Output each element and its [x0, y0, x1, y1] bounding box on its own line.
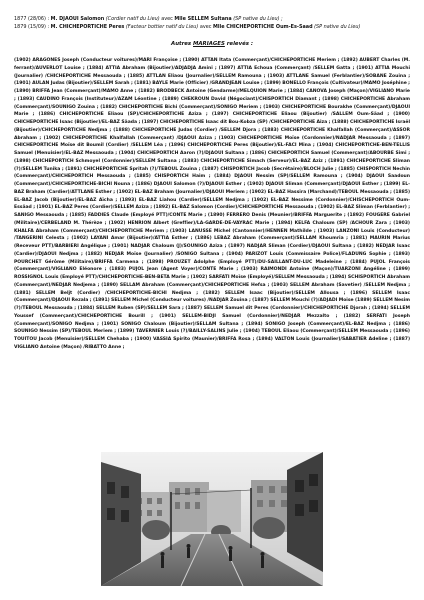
street-photo: [101, 452, 323, 586]
street-photo-icon: [101, 452, 323, 586]
section-heading-underlined: MARIAGES: [193, 41, 225, 48]
header-1879-bride-note: (SP native du Lieu): [312, 23, 361, 30]
header-1877-groom-note: (Cordier natif du Lieu): [104, 16, 160, 22]
header-1877-groom: M. DJAOUI Salomon: [50, 16, 105, 22]
header-1879-groom-note: (Facteur bottier natif du Lieu): [124, 23, 199, 30]
header-1877-bride-note: (SP native du Lieu) ;: [231, 16, 283, 22]
document-content: [14, 16, 410, 352]
header-1879-bride: Mlle CHICHEPORTICHE Oum-Es-Saad: [212, 23, 313, 30]
header-marriage-1879: [14, 24, 410, 32]
section-heading-prefix: Autres: [171, 41, 194, 48]
header-1877-joiner: avec: [159, 16, 175, 22]
header-marriage-1877: [14, 16, 410, 24]
header-1879-groom: M. CHICHEPORTICHE Peres: [50, 23, 125, 30]
section-heading: [14, 41, 410, 47]
header-1879-joiner: avec: [198, 23, 213, 30]
marriage-list-paragraph: (1902) ARAGONES Joseph (Conducteur voitures)/MARI Françoise ; (1890) ATTAN Itata (Commerçant)/CHICHEPORTICHE Meriem ; (1892) AUBERT Charles (M. ferrant)/AUVERLOT Louise ; (1884) ATTIA Abraham (Bijoutier)/ADJADJA Amini ; (1897) ATTIA Echoua (Commerçant) /SELLEM Gatta ; (1901) ATTIA Mouchi (Journalier) /CHICHEPORTICHE Messaouda ; (1885) ATTLAN Eliaou (Journalier)/SELLEM Ramouna ; (1903) ATTLANE Samuel (Ferblantier)/SOBANE Zouina ; (1901) AULAN Judas (Bijoutier)/SELLEM Sarah ; (1881) BAYLE Marie (Officier) /GRANDJEAN Louise ; (1899) BONELLO François (Cultivateur)/MAMO Joséphine ; (1890) BRIFFA Jean (Commerçant)/MAMO Anne ; (1882) BRODBECK Antoine (Gendarme)/MELQUION Marie ; (1884) CANOVA Joseph (Maçon)/VIGLIANO Marie ; (1893) CAUDINO François (Instituteur)/AZAM Léontine ; (1889) CHEKROUN David (Négociant)/CHISPORTICH Diamant ; (1898) CHICHEPORTICHE Abraham (Commerçant)/SOUNIGO Zouina ; (1882) CHICHEPORTICHE Bichi (Commerçant)/SONIGO Meriem ; (1903) CHICHEPORTICHE Bourakhe (Commerçant)/DJAOUI Marie ; (1886) CHICHEPORTICHE Eliaou (SP)/CHICHEPORTICHE Aziza ; (1897) CHICHEPORTICHE Eliaou (Bijoutier) /SALLEM Oum-Säad ; (1900) CHICHEPORTICHE Isaac (Bijoutier)/EL-BAZ Säada ; (1897) CHICHEPORTICHE Isaac dit Bou-Kobza (SP) /CHICHEPORTICHE Aiza ; (1888) CHICHEPORTICHE Israël (Bijoutier)/CHICHEPORTICHE Nedjma ; (1888) CHICHEPORTICHE Judas (Cordier) /SELLEM Djora ; (1883) CHICHEPORTICHE Khalfallah (Commerçant)/ASSOR Abraham ; (1902) CHICHEPORTICHE Khalfallah (Commerçant) /DJAOUI Aziza ; (1903) CHICHEPORTICHE Moïse (Cordonnier)/NADJAR Messaouda ; (1897) CHICHEPORTICHE Moïse dit Boumil (Cordier) /SELLEM Léa ; (1896) CHICHEPORTICHE Peres (Bijoutier)/EL-FACI Mina ; (1904) CHICHEPORTICHE-BEN-TELLIS Samuel (Menuisier)/EL-BAZ Messaouda ; (1904) CHICHEPORTICH Aaron (?)/DJAOUI Sultana ; (1886) CHICHEPORTICH Samuel (Commerçant)/ABOURBE Simi ; (1898) CHICHEPORTICH Schmoyel (Cordonnier)/SELLEM Sultana ; (1883) CHICHEPORTICHE Simach (Serveur)/EL-BAZ Aziz ; (1891) CHICHEPORTICHE Sliman (?)/SELLEM Tunika ; (1891) CHICHEPORTICHE Spritah (?)/TEBOUL Zouina ; (1887) CHISPORTICH Jacob (Secrétaire)/BLOCH Julie ; (1885) CHISPORTICH Nechin (Commerçant)/CHICHEPORTICH Messaouda ; (1885) CHISPORTICH Haim ; (1884) DJAOUI Nessim (SP)/SELLEM Ramouna ; (1904) DJAOUI Saadoun (Commerçant)/CHICHEPORTICHE-BICHI Nouna ; (1886) DJAOUI Salomon (?)/DJAOUI Esther ; (1902) DJAOUI Sliman (Commerçant)/DJAOUI Esther ; (1899) EL-BAZ Braham (Cardier)/ATTLANE Esther ; (1902) EL-BAZ Braham (Journalier)/DJAOUI Meriem ; (1902) EL-BAZ Hassira (Marchand)/TEBOUL Messaouda ; (1885) EL-BAZ Jacob (Bijoutier)/EL-BAZ Aïcha ; (1893) EL-BAZ Liahou (Cardier)/SELLEM Nedjma ; (1902) EL-BAZ Nessime (Cordonnier)/CHISCHEPORTICH Oum-Essäad ; (1901) EL-BAZ Peres (Cordier)/SELLEM Aziza ; (1892) EL-BAZ Salomon (Cordier)/CHICHEPORTICHE Messaouda ; (1902) EL-BAZ Sliman (Ferblantier) ; SANIGO Messaouda ; (1885) FADDIES Claude (Employé PTT)/CONTE Marie ; (1890) FERRERO Denis (Meunier)/BRIFFA Marguerite ; (1892) FOUGERE Gabriel (Militaire)/CERBELAND M. Thérèze ; (1902) HENRION Albert (Greffier)/LA-GARDE-DE-VAYRAC Marie ; (1894) KELFA Chaloum (SP) /ACHOUR Zara ; (1903) KHALFA Abraham (Commerçant)/CHICHEPORTICHE Meriem ; (1903) LANUSSE Michel (Cantonnier)/HENNEN Mathilde ; (1903) LANZONI Louis (Conducteur) /TANGERINI Celesta ; (1902) LAYANI Amar (Bijoutier)/ATTIA Esther ; (1886) LEBAZ Abraham (Commerçant)/SELLAM Khoumria ; (1881) MAURIN Marius (Receveur PTT)/BARBIERI Angélique ; (1901) NADJAR Chaloum (J)/SOUNIGO Aziza ; (1897) NADJAR Sliman (Cordier)/DJAOUI Sultana ; (1882) NEDJAR Isaac (Cardier)/DJAOUI Nedjma ; (1882) NEDJAR Moïse (Journalier) /SONIGO Sultana ; (1904) PARIZOT Louis (Commissaire Police)/FLADUNG Sophie ; (1893) POURCHET Gérôme (Militaire)/BRIFFA Carmena ; (1898) PROUZET Adolphe (Employé PTT)/DU-SAILLANT-DU-LUC Madeleine ; (1884) PUJOL François (Commerçant)/VIGLIANO Eléonore ; (1883) PUJOL Jean (Agent Voyer)/CONTE Marie ; (1903) RAIMONDI Antoine (Maçon)/TUARZONI Angéline ; (1899) ROSSIGNOL Louis (Employé PTT)/CHICHEPORTICHE-BEN-BETA Marie ; (1902) SARFATI Moïse (Employé)/SELLEM Messaouda ; (1894) SCHISPORTICH Abraham (Commerçant)/NEDJAR Nedjema ; (1890) SELLAM Abraham (Commerçant)/CHICHEPORTICHE Hefsa ; (1903) SELLEM Abraham (Savetier) /SELLEM Nedjma ; (1881) SELLEM Beljt (Cordier) /CHICHEPORTICHE-BICHI Nedjma ; (1882) SELLEM Isaac (Bijoutier)/SELLEM Allousa ; (1896) SELLEM Isaac (Commerçant)/DJAOUI Rezala ; (1891) SELLEM Michel (Conducteur voitures) /NADJAR Zouina ; (1887) SELLEM Mouchi (?)/ADJADI Moise (1889) SELLEM Nesim (?)/TEBOUL Messaouda ; (1884) SELLEM Ruben (SP)/SELLEM Sara ; (1887) SELLEM Samuel dit Peres (Cordonnier)/CHICHEPORTICHE Djorah ; (1894) SELLEM Youssef (Commerçant)/CHICHEPORTICHE Bourill ; (1901) SELLEM-BIDJI Samuel (Cordonnier)/NEDJAR Mezzalto ; (1882) SERFATI Joseph (Commerçant)/SONIGO Nedjma ; (1901) SONIGO Chaloum (Bijoutier)/SELLAM Sultana ; (1894) SONIGO Joseph (Commerçant)/EL-BAZ Nedjma ; (1886) SOUNIGO Nessim (SP)/TEBOUL Meriem ; (1899) TAVERNIER Louis (?)/BAILLY-SALINS Julie ; (1904) TEBOUL Eliaou (Commerçant)/SELLEM Messaouda ; (1896) TOUITOU Jacob (Menuisier)/SELLEM Chehaba ; (1900) VASSIA Spirito (Maunier)/BRIFFA Rosa ; (1894) VALTON Louis (Journalier)/SABATIER Adeline ; (1887) VIGLIANO Antoine (Maçon) /RIBATTO Anne ;: [14, 58, 410, 350]
header-1879-date: 1879 (15/09) :: [14, 23, 51, 30]
header-1877-date: 1877 (28/06) :: [14, 16, 51, 22]
header-1877-bride: Mlle SELLEM Sultana: [174, 16, 232, 22]
section-heading-suffix: relevés :: [224, 41, 253, 48]
